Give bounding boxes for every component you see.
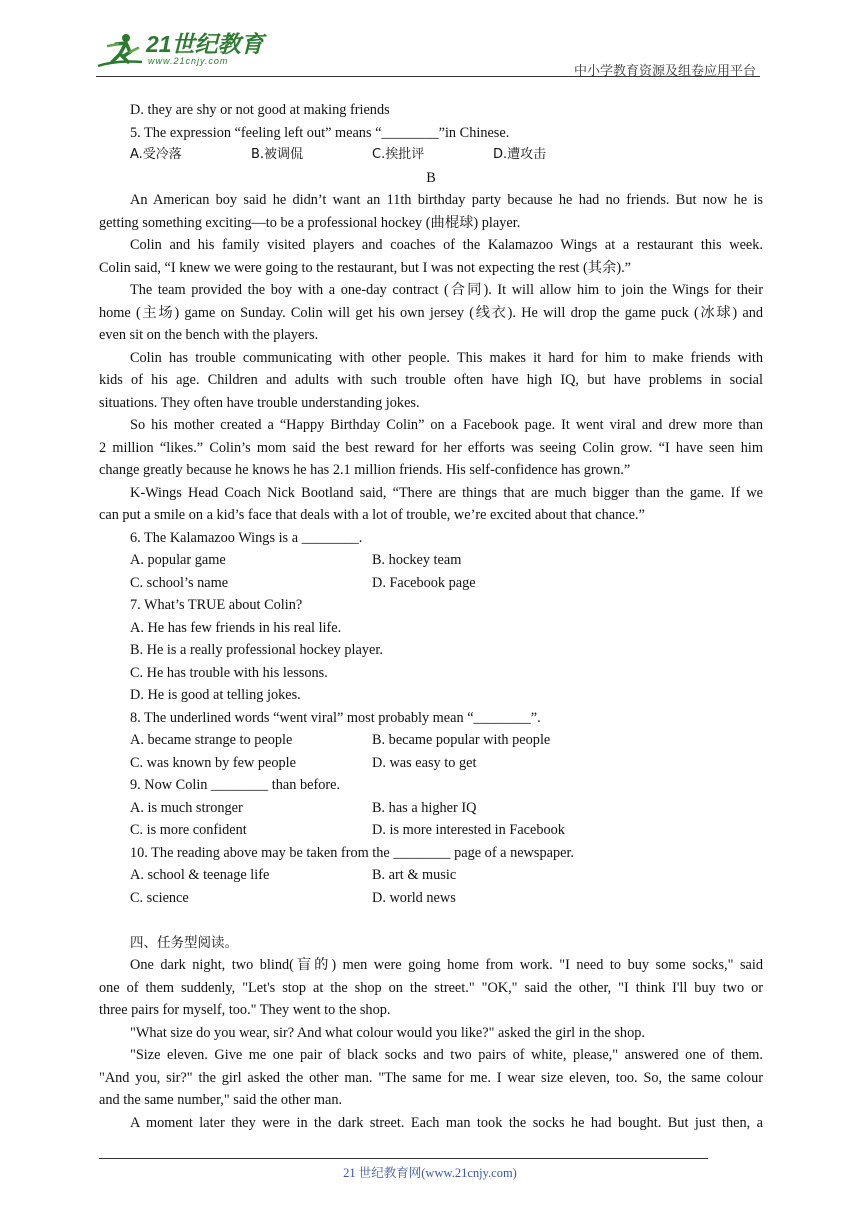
passage-line: situations. They often have trouble understanding jokes. bbox=[99, 394, 420, 411]
story-line: "And you, sir?" the girl asked the other man. "The same for me. I wear size eleven, too. So, the same colour bbox=[99, 1069, 763, 1086]
logo-url: www.21cnjy.com bbox=[148, 56, 229, 66]
story-line: "Size eleven. Give me one pair of black socks and two pairs of white, please," answered one of them. bbox=[130, 1047, 763, 1063]
passage-line: home (主场) game on Sunday. Colin will get his own jersey (线衣). He will drop the game puck (冰球) and bbox=[99, 304, 763, 321]
q5-stem: 5. The expression “feeling left out” means “________”in Chinese. bbox=[130, 124, 510, 141]
q8-option-c: C. was known by few people bbox=[130, 754, 296, 771]
q10-stem: 10. The reading above may be taken from the ________ page of a newspaper. bbox=[130, 844, 574, 861]
passage-line: Colin has trouble communicating with other people. This makes it hard for him to make friends with bbox=[130, 349, 763, 366]
q8-options-row bbox=[99, 752, 763, 775]
q8-option-b: B. became popular with people bbox=[372, 732, 551, 748]
q7-option-c: C. He has trouble with his lessons. bbox=[130, 664, 328, 681]
footer-divider bbox=[99, 1158, 708, 1159]
passage-line: 2 million “likes.” Colin’s mom said the best reward for her efforts was seeing Colin grow. “I have seen him bbox=[99, 439, 763, 456]
passage-line: can put a smile on a kid’s face that deals with a lot of trouble, we’re excited about that chance.” bbox=[99, 507, 645, 523]
q9-options-row bbox=[99, 819, 763, 842]
runner-logo-icon bbox=[96, 32, 144, 72]
q10-options-row bbox=[99, 887, 763, 910]
q9-stem: 9. Now Colin ________ than before. bbox=[130, 777, 341, 793]
q9-option-a: A. is much stronger bbox=[130, 799, 243, 816]
passage-line: So his mother created a “Happy Birthday Colin” on a Facebook page. It went viral and drew more than bbox=[130, 417, 763, 433]
q5-option-d: D.遭攻击 bbox=[493, 147, 547, 162]
q6-options-row bbox=[99, 572, 763, 595]
q4-option-d: D. they are shy or not good at making friends bbox=[130, 102, 390, 118]
q9-options-row bbox=[99, 797, 763, 820]
story-line: A moment later they were in the dark street. Each man took the socks he had bought. But just then, a bbox=[130, 1114, 763, 1131]
passage-line: An American boy said he didn’t want an 11th birthday party because he had no friends. But now he is bbox=[130, 192, 763, 208]
q8-options-row bbox=[99, 729, 763, 752]
passage-line: getting something exciting—to be a professional hockey (曲棍球) player. bbox=[99, 214, 521, 231]
q6-options-row bbox=[99, 549, 763, 572]
header-divider bbox=[96, 76, 760, 77]
logo-title: 21世纪教育 bbox=[146, 31, 264, 57]
q6-option-d: D. Facebook page bbox=[372, 574, 476, 591]
q9-option-c: C. is more confident bbox=[130, 822, 247, 838]
q8-option-a: A. became strange to people bbox=[130, 732, 293, 748]
passage-line: kids of his age. Children and adults with such trouble often have high IQ, but have problems in social bbox=[99, 372, 763, 388]
story-line: and the same number," said the other man. bbox=[99, 1092, 343, 1108]
passage-line: Colin said, “I knew we were going to the restaurant, but I was not expecting the rest (其余).” bbox=[99, 259, 632, 276]
page-header bbox=[96, 30, 760, 78]
q10-option-a: A. school & teenage life bbox=[130, 867, 270, 883]
q5-option-b: B.被调侃 bbox=[251, 147, 304, 162]
q5-option-c: C.挨批评 bbox=[372, 147, 425, 162]
passage-label: B bbox=[426, 169, 436, 186]
spacer bbox=[99, 909, 763, 932]
q7-stem: 7. What’s TRUE about Colin? bbox=[130, 597, 303, 613]
story-line: "What size do you wear, sir? And what colour would you like?" asked the girl in the shop. bbox=[130, 1024, 645, 1041]
q5-options bbox=[99, 144, 763, 167]
q10-option-b: B. art & music bbox=[372, 867, 457, 883]
story-line: one of them suddenly, "Let's stop at the shop on the street." "OK," said the other, "I think I'll buy two or bbox=[99, 979, 763, 996]
q8-stem: 8. The underlined words “went viral” most probably mean “________”. bbox=[130, 709, 541, 726]
platform-name: 中小学教育资源及组卷应用平台 bbox=[573, 64, 756, 79]
q7-option-a: A. He has few friends in his real life. bbox=[130, 619, 342, 636]
passage-line: K-Wings Head Coach Nick Bootland said, “There are things that are much bigger than the game. If we bbox=[130, 484, 763, 501]
footer-link[interactable]: 21 世纪教育网(www.21cnjy.com) bbox=[343, 1166, 517, 1180]
story-line: One dark night, two blind(盲的) men were going home from work. "I need to buy some socks," said bbox=[130, 957, 763, 973]
section-title: 四、任务型阅读。 bbox=[130, 934, 238, 951]
q6-stem: 6. The Kalamazoo Wings is a ________. bbox=[130, 529, 363, 546]
passage-line: even sit on the bench with the players. bbox=[99, 327, 319, 343]
q10-options-row bbox=[99, 864, 763, 887]
q7-option-b: B. He is a really professional hockey player. bbox=[130, 642, 383, 658]
q10-option-d: D. world news bbox=[372, 889, 456, 906]
passage-line: Colin and his family visited players and coaches of the Kalamazoo Wings at a restaurant this week. bbox=[130, 237, 763, 253]
q5-option-a: A.受冷落 bbox=[130, 147, 182, 162]
q8-option-d: D. was easy to get bbox=[372, 754, 477, 771]
q6-option-b: B. hockey team bbox=[372, 552, 462, 568]
q7-option-d: D. He is good at telling jokes. bbox=[130, 687, 301, 703]
site-logo[interactable] bbox=[96, 32, 264, 72]
passage-line: change greatly because he knows he has 2.1 million friends. His self-confidence has grown.” bbox=[99, 462, 631, 478]
q6-option-a: A. popular game bbox=[130, 552, 226, 568]
passage-line: The team provided the boy with a one-day contract (合同). It will allow him to join the Wings for their bbox=[130, 282, 763, 298]
document-body bbox=[99, 99, 763, 1134]
q10-option-c: C. science bbox=[130, 889, 189, 906]
q9-option-b: B. has a higher IQ bbox=[372, 799, 477, 816]
q9-option-d: D. is more interested in Facebook bbox=[372, 822, 565, 838]
story-line: three pairs for myself, too." They went to the shop. bbox=[99, 1002, 391, 1018]
q6-option-c: C. school’s name bbox=[130, 574, 229, 591]
